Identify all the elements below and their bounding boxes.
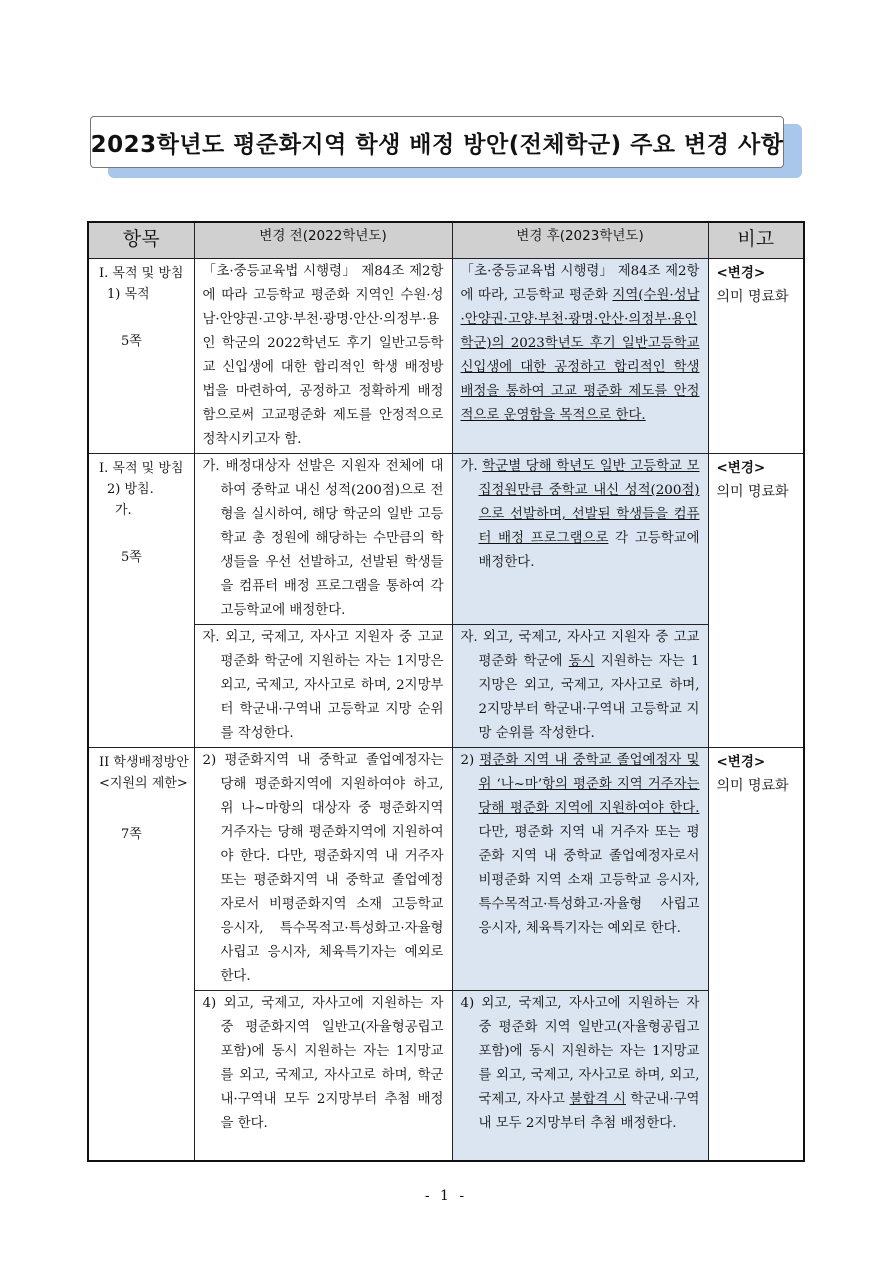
after-text-plain: 다만, 평준화 지역 내 거주자 또는 평준화 지역 내 중학교 졸업예정자로서 비평준화 지역 소재 고등학교 응시자, 특수목적고·특성화고·자율형 사립고 응시자, 체육특기자는 예외로 한다. bbox=[478, 825, 700, 936]
after-text-plain: 「초·중등교육법 시행령」 제84조 제2항에 따라, 고등학교 평준화 bbox=[460, 264, 700, 303]
note-tag: <변경> bbox=[716, 754, 766, 770]
item-page: 5쪽 bbox=[121, 550, 142, 565]
before-cell bbox=[194, 748, 452, 991]
after-cell bbox=[452, 748, 708, 991]
table-row bbox=[88, 454, 804, 625]
after-text-plain: 각 고등학교에 배정한다. bbox=[478, 531, 700, 570]
note-cell bbox=[708, 748, 804, 1161]
table-row bbox=[88, 259, 804, 454]
item-subheading-ga: 가. bbox=[115, 503, 132, 518]
note-cell bbox=[708, 454, 804, 748]
table-row bbox=[88, 748, 804, 991]
title-banner bbox=[90, 116, 802, 178]
table-row bbox=[88, 625, 804, 748]
note-cell bbox=[708, 259, 804, 454]
after-cell bbox=[452, 625, 708, 748]
page-number: - 1 - bbox=[424, 1188, 468, 1204]
note-value: 의미 명료화 bbox=[716, 484, 789, 500]
header-note: 비고 bbox=[708, 222, 804, 259]
header-item: 항목 bbox=[88, 222, 194, 259]
before-cell bbox=[194, 454, 452, 625]
after-text-plain: 2) bbox=[460, 753, 480, 768]
item-subheading: <지원의 제한> bbox=[99, 776, 188, 791]
after-text bbox=[461, 455, 700, 575]
after-text-underlined: 동시 bbox=[568, 654, 595, 669]
note-tag: <변경> bbox=[716, 460, 766, 476]
table-row bbox=[88, 991, 804, 1161]
before-cell bbox=[194, 625, 452, 748]
page-title: 2023학년도 평준화지역 학생 배정 방안(전체학군) 주요 변경 사항 bbox=[90, 131, 784, 158]
table-header-row bbox=[88, 222, 804, 259]
item-cell bbox=[88, 454, 194, 748]
header-after: 변경 후(2023학년도) bbox=[452, 222, 708, 259]
after-text bbox=[461, 626, 700, 746]
before-text: 4) 외고, 국제고, 자사고에 지원하는 자 중 평준화지역 일반고(자율형공립고 포함)에 동시 지원하는 자는 1지망교를 외고, 국제고, 자사고로 하며, 학군내·구역내 모두 2지망부터 추첨 배정을 한다. bbox=[202, 996, 444, 1131]
note-value: 의미 명료화 bbox=[716, 778, 789, 794]
item-subheading: 2) 방침. bbox=[107, 482, 154, 497]
note-tag: <변경> bbox=[716, 265, 766, 281]
after-text-plain: 자. 외고, 국제고, 자사고 지원자 중 고교 평준화 학군에 bbox=[460, 630, 700, 669]
after-text-plain: 가. bbox=[460, 459, 483, 474]
item-subheading: 1) 목적 bbox=[107, 287, 150, 302]
after-text-underlined: 학군별 당해 학년도 일반 고등학교 모집정원만큼 중학교 내신 성적(200점)으로 선발하며, 선발된 학생들을 컴퓨터 배정 프로그램으로 bbox=[478, 459, 700, 546]
before-cell bbox=[194, 991, 452, 1161]
item-cell bbox=[88, 748, 194, 1161]
after-text-underlined: 평준화 지역 내 중학교 졸업예정자 및 위 ‘나~마’항의 평준화 지역 거주자는 당해 평준화 지역에 지원하여야 한다. bbox=[478, 753, 700, 816]
before-cell bbox=[194, 259, 452, 454]
after-cell bbox=[452, 454, 708, 625]
note-value: 의미 명료화 bbox=[716, 289, 789, 305]
after-text-underlined: 불합격 시 bbox=[569, 1092, 626, 1107]
before-text: 자. 외고, 국제고, 자사고 지원자 중 고교 평준화 학군에 지원하는 자는 1지망은 외고, 국제고, 자사고로 하며, 2지망부터 학군내·구역내 고등학교 지망 순위를 작성한다. bbox=[202, 630, 444, 741]
item-page: 7쪽 bbox=[121, 827, 142, 842]
after-cell bbox=[452, 991, 708, 1161]
item-cell bbox=[88, 259, 194, 454]
after-text-plain: 4) 외고, 국제고, 자사고에 지원하는 자 중 평준화 지역 일반고(자율형공립고 포함)에 동시 지원하는 자는 1지망교를 외고, 국제고, 자사고로 하며, 외고, 국제고, 자사고 bbox=[460, 996, 700, 1107]
after-text bbox=[461, 260, 700, 428]
before-text: 「초·중등교육법 시행령」 제84조 제2항에 따라 고등학교 평준화 지역인 수원·성남·안양권·고양·부천·광명·안산·의정부·용인 학군의 2022학년도 후기 일반고등학교 신입생에 대한 합리적인 학생 배정방법을 마련하여, 공정하고 정확하게 배정함으로써 고교평준화 제도를 안정적으로 정착시키고자 함. bbox=[202, 264, 444, 447]
after-text-plain: 학군내·구역내 모두 2지망부터 추첨 배정한다. bbox=[478, 1092, 700, 1131]
after-text-underlined: 지역(수원·성남·안양권·고양·부천·광명·안산·의정부·용인 학군)의 2023학년도 후기 일반고등학교 신입생에 대한 공정하고 합리적인 학생 배정을 통하여 고교 평준화 제도를 안정적으로 운영함을 목적으로 한다. bbox=[460, 288, 700, 423]
after-text bbox=[461, 749, 700, 941]
changes-table bbox=[87, 221, 805, 1162]
before-text: 2) 평준화지역 내 중학교 졸업예정자는 당해 평준화지역에 지원하여야 하고, 위 나~마항의 대상자 중 평준화지역 거주자는 당해 평준화지역에 지원하여야 한다. 다만, 평준화지역 내 거주자 또는 평준화지역 내 중학교 졸업예정자로서 비평준화지역 소재 고등학교 응시자, 특수목적고·특성화고·자율형 사립고 응시자, 체육특기자는 예외로 한다. bbox=[202, 753, 444, 984]
item-page: 5쪽 bbox=[121, 334, 142, 349]
item-heading: I. 목적 및 방침 bbox=[99, 266, 184, 281]
header-before: 변경 전(2022학년도) bbox=[194, 222, 452, 259]
after-cell bbox=[452, 259, 708, 454]
item-heading: II 학생배정방안 bbox=[99, 755, 189, 770]
item-heading: I. 목적 및 방침 bbox=[99, 461, 184, 476]
after-text-plain: 지원하는 자는 1지망은 외고, 국제고, 자사고로 하며, 2지망부터 학군내·구역내 고등학교 지망 순위를 작성한다. bbox=[478, 654, 700, 741]
before-text: 가. 배정대상자 선발은 지원자 전체에 대하여 중학교 내신 성적(200점)으로 전형을 실시하여, 해당 학군의 일반 고등학교 총 정원에 해당하는 수만큼의 학생들을 우선 선발하고, 선발된 학생들을 컴퓨터 배정 프로그램을 통하여 각 고등학교에 배정한다. bbox=[202, 459, 444, 618]
title-box bbox=[90, 116, 784, 168]
after-text bbox=[461, 992, 700, 1136]
